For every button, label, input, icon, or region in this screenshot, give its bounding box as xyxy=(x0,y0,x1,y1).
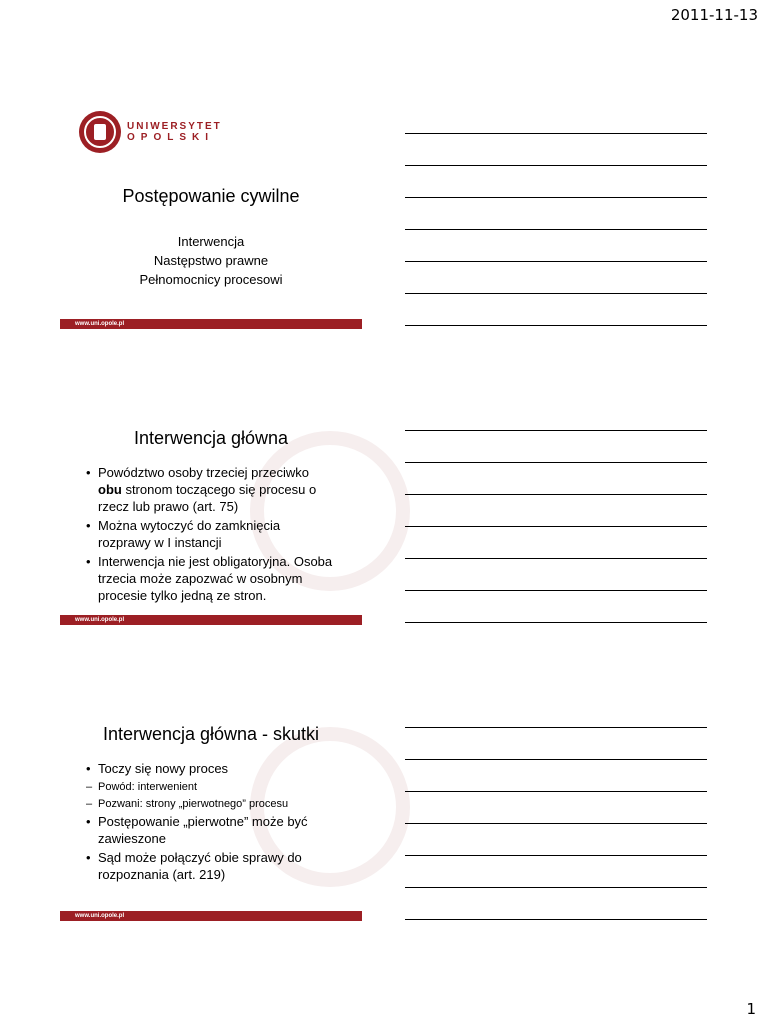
page-number: 1 xyxy=(746,1000,756,1018)
university-seal-icon xyxy=(79,111,121,153)
list-item: • Postępowanie „pierwotne” może być zawieszone xyxy=(86,813,336,847)
note-line xyxy=(405,526,707,527)
slide-footer-bar xyxy=(60,615,362,625)
list-item: • Interwencja nie jest obligatoryjna. Osoba trzecia może zapozwać w osobnym procesie tylko jedną ze stron. xyxy=(86,553,336,604)
slide-title: Interwencja główna xyxy=(133,428,289,448)
slide-2 xyxy=(60,396,362,625)
note-line xyxy=(405,261,707,262)
list-item: • Można wytoczyć do zamknięcia rozprawy w I instancji xyxy=(86,517,336,551)
list-item xyxy=(86,464,336,515)
slide-footer-bar xyxy=(60,911,362,921)
list-item: • Sąd może połączyć obie sprawy do rozpoznania (art. 219) xyxy=(86,849,336,883)
note-line xyxy=(405,165,707,166)
note-line xyxy=(405,494,707,495)
note-line xyxy=(405,133,707,134)
note-line xyxy=(405,325,707,326)
note-line xyxy=(405,887,707,888)
slide-3 xyxy=(60,692,362,921)
footer-url: www.uni.opole.pl xyxy=(75,321,125,327)
note-line xyxy=(405,229,707,230)
note-line xyxy=(405,791,707,792)
note-line xyxy=(405,622,707,623)
print-date: 2011-11-13 xyxy=(670,6,758,24)
slide-title: Postępowanie cywilne xyxy=(122,186,300,206)
note-line xyxy=(405,462,707,463)
slide-footer-bar xyxy=(60,319,362,329)
subtitle-pelnomocnicy: Pełnomocnicy procesowi xyxy=(139,272,283,287)
note-line xyxy=(405,855,707,856)
bullet-bold-text: obu xyxy=(98,482,122,497)
slide-1 xyxy=(60,100,362,329)
note-line xyxy=(405,558,707,559)
university-logo xyxy=(79,111,222,153)
footer-url: www.uni.opole.pl xyxy=(75,913,125,919)
logo-line-2: OPOLSKI xyxy=(127,132,215,143)
note-line xyxy=(405,823,707,824)
subtitle-interwencja: Interwencja xyxy=(177,234,245,249)
bullet-list xyxy=(86,760,336,885)
subtitle-nastepstwo: Następstwo prawne xyxy=(153,253,269,268)
note-line xyxy=(405,197,707,198)
note-line xyxy=(405,293,707,294)
note-line xyxy=(405,919,707,920)
bullet-text: Powództwo osoby trzeciej przeciwko xyxy=(98,465,309,480)
note-line xyxy=(405,727,707,728)
sub-list-item: – Pozwani: strony „pierwotnego” procesu xyxy=(86,796,336,813)
bullet-text: stronom toczącego się procesu o rzecz lub prawo (art. 75) xyxy=(98,482,317,514)
slide-title: Interwencja główna - skutki xyxy=(102,724,320,744)
note-line xyxy=(405,759,707,760)
list-item: • Toczy się nowy proces xyxy=(86,760,336,777)
note-line xyxy=(405,590,707,591)
sub-list-item: – Powód: interwenient xyxy=(86,779,336,796)
note-line xyxy=(405,430,707,431)
bullet-list xyxy=(86,464,336,606)
slide-subtitles xyxy=(60,232,362,289)
logo-line-1: UNIWERSYTET xyxy=(127,121,222,132)
footer-url: www.uni.opole.pl xyxy=(75,617,125,623)
